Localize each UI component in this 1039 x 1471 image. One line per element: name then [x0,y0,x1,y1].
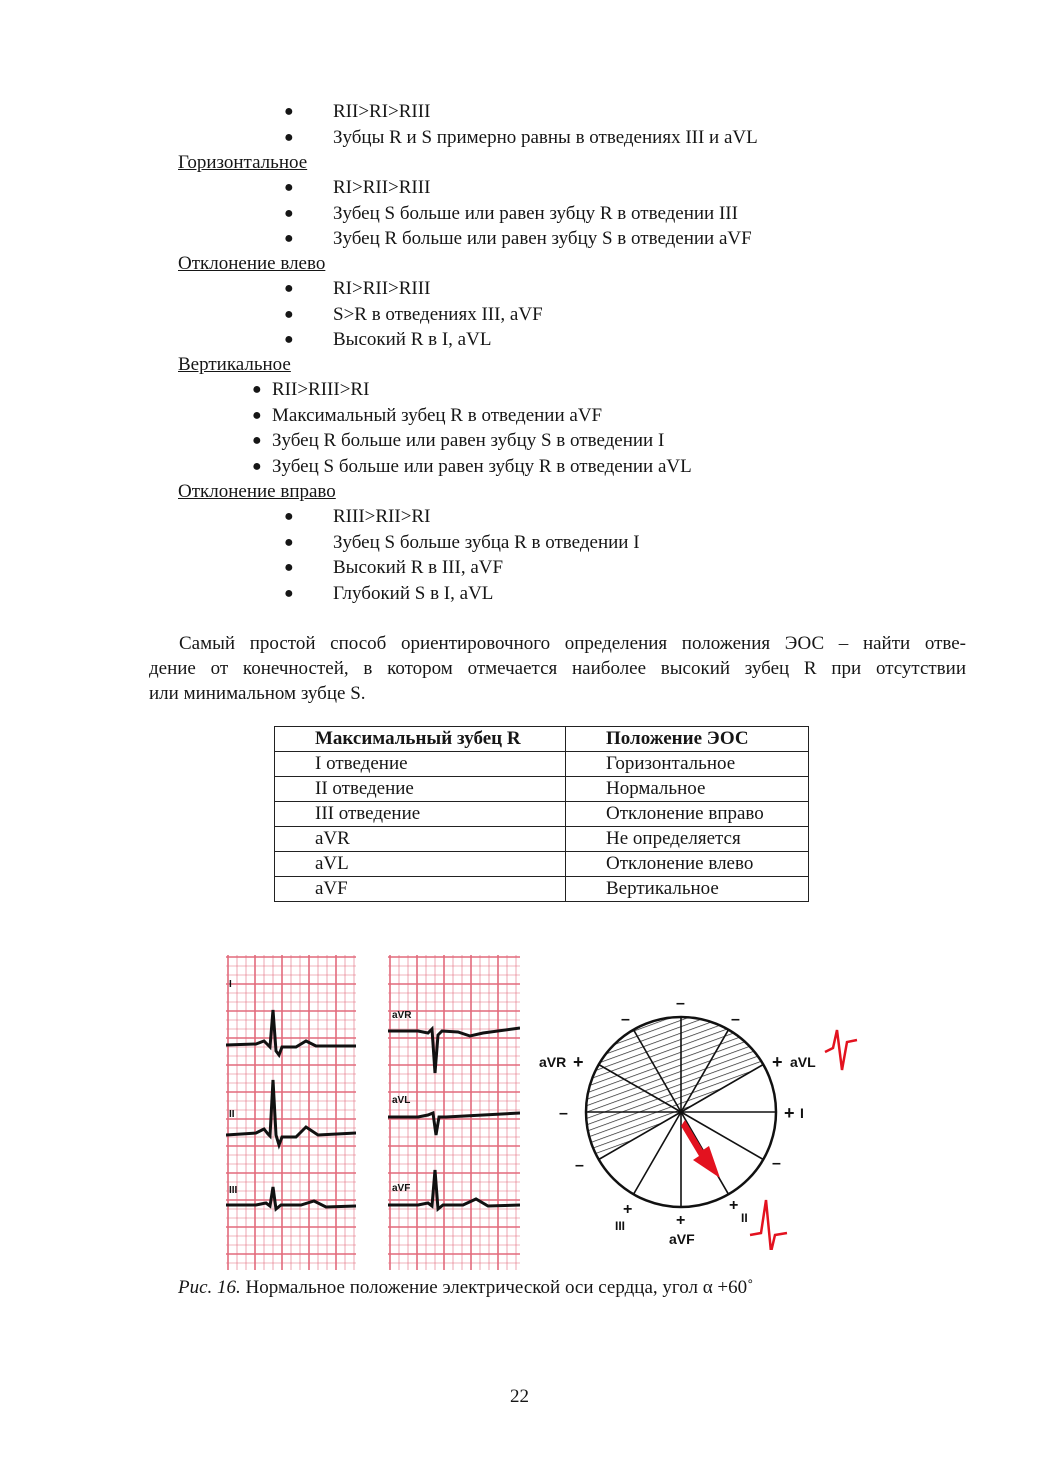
table-cell: II отведение [275,777,566,802]
bullet-icon: ● [284,205,294,222]
svg-text:–: – [559,1105,568,1122]
bullet-icon: ● [284,179,294,196]
figure-caption [178,1277,753,1299]
figure-number: Рис. 16. [178,1277,241,1298]
list-item: Зубцы R и S примерно равны в отведениях III и aVL [333,127,758,148]
bullet-icon: ● [252,432,262,449]
bullet-icon: ● [252,458,262,475]
svg-text:–: – [731,1011,740,1028]
table-header-row [275,727,809,752]
lead-label-ii: II [229,1109,235,1120]
list-item: RI>RII>RIII [333,177,431,198]
paragraph [149,631,966,706]
svg-text:–: – [575,1157,584,1174]
list-item: RII>RI>RIII [333,101,431,122]
table-row [275,802,809,827]
list-item: Высокий R в I, aVL [333,329,492,350]
table-cell: aVL [275,852,566,877]
section-heading: Горизонтальное [178,152,308,173]
label-avl: aVL [790,1054,816,1070]
list-item: RI>RII>RIII [333,278,431,299]
ecg-panel-augmented-leads [388,955,520,1270]
list-item: Зубец S больше или равен зубцу R в отведении III [333,203,738,224]
table-cell: I отведение [275,752,566,777]
label-iii: III [615,1219,626,1233]
svg-text:–: – [676,995,685,1012]
bullet-icon: ● [252,381,262,398]
table-cell: aVR [275,827,566,852]
lead-label-avf: aVF [392,1183,411,1194]
list-item: Зубец S больше зубца R в отведении I [333,532,640,553]
bullet-icon: ● [284,534,294,551]
svg-text:–: – [621,1011,630,1028]
label-avr: aVR [539,1054,567,1070]
ecg-panel-limb-leads [226,955,356,1270]
paragraph-line: дение от конечностей, в котором отмечается наиболее высокий зубец R при отсутствии [149,658,966,679]
table-header: Положение ЭОС [566,727,809,752]
svg-text:–: – [772,1155,781,1172]
plus-iii: + [623,1201,633,1218]
bullet-icon: ● [284,230,294,247]
paragraph-line: Самый простой способ ориентировочного определения положения ЭОС – найти отве- [179,633,966,654]
table-row [275,852,809,877]
list-item: S>R в отведениях III, aVF [333,304,543,325]
label-ii: II [741,1211,748,1225]
lead-label-avr: aVR [392,1010,412,1021]
ecg-grid [226,955,356,1270]
table-cell: Горизонтальное [566,752,809,777]
table-row [275,877,809,902]
list-item: Высокий R в III, aVF [333,557,504,578]
table-cell: aVF [275,877,566,902]
list-item: Зубец R больше или равен зубцу S в отведении I [272,430,665,451]
bullet-icon: ● [284,559,294,576]
list-item: RII>RIII>RI [272,379,370,400]
shaded-sector [586,1017,763,1159]
table-row [275,827,809,852]
table-cell: Нормальное [566,777,809,802]
label-i: I [800,1105,804,1121]
bullet-icon: ● [284,129,294,146]
table-cell: III отведение [275,802,566,827]
table-cell: Отклонение вправо [566,802,809,827]
page-number: 22 [510,1386,529,1407]
paragraph-line: или минимальном зубце S. [149,683,366,704]
list-item: RIII>RII>RI [333,506,431,527]
table-cell: Вертикальное [566,877,809,902]
bullet-icon: ● [284,585,294,602]
list-item: Зубец S больше или равен зубцу R в отведении aVL [272,456,692,477]
lead-label-i: I [229,979,232,990]
section-heading: Вертикальное [178,354,291,375]
bullet-icon: ● [284,508,294,525]
axis-arrow-icon [681,1120,720,1178]
mini-complex-ii-icon [750,1200,787,1250]
bullet-icon: ● [252,407,262,424]
hexaxial-diagram [535,990,865,1250]
plus-avl: + [772,1052,783,1072]
section-heading: Отклонение вправо [178,481,336,502]
plus-ii: + [729,1197,739,1214]
list-item: Глубокий S в I, aVL [333,583,494,604]
lead-label-avl: aVL [392,1095,411,1106]
plus-avr: + [573,1052,584,1072]
bullet-icon: ● [284,280,294,297]
plus-avf: + [676,1212,686,1229]
bullet-icon: ● [284,306,294,323]
table-row [275,752,809,777]
figure-caption-text: Нормальное положение электрической оси сердца, угол α +60˚ [240,1277,754,1298]
table-cell: Не определяется [566,827,809,852]
table-row [275,777,809,802]
ecg-grid [388,955,520,1270]
bullet-icon: ● [284,331,294,348]
label-avf: aVF [669,1231,695,1247]
lead-label-iii: III [229,1185,238,1196]
bullet-icon: ● [284,103,294,120]
list-item: Зубец R больше или равен зубцу S в отведении aVF [333,228,752,249]
plus-i: + [784,1103,795,1123]
mini-complex-avl-icon [825,1030,857,1070]
section-heading: Отклонение влево [178,253,326,274]
table-header: Максимальный зубец R [275,727,566,752]
table-cell: Отклонение влево [566,852,809,877]
eos-table [274,726,809,902]
list-item: Максимальный зубец R в отведении aVF [272,405,603,426]
